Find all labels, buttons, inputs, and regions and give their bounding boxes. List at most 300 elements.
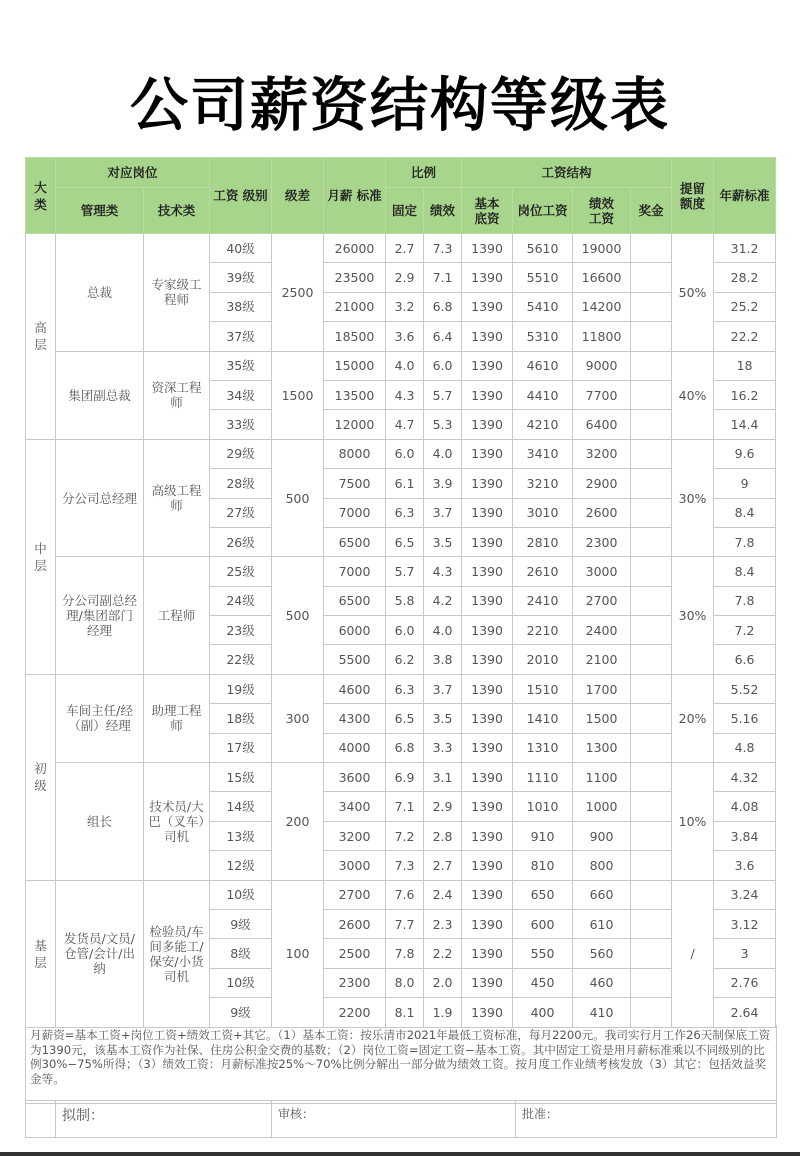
grade-diff-cell: 100 (272, 880, 324, 1027)
header-bonus: 奖金 (631, 188, 672, 234)
annual-cell: 4.08 (714, 792, 776, 821)
fixed-ratio-cell: 6.8 (386, 733, 424, 762)
grade-cell: 37级 (210, 322, 272, 351)
management-role: 分公司副总经理/集团部门经理 (56, 557, 144, 675)
grade-diff-cell: 500 (272, 557, 324, 675)
bonus-cell (631, 674, 672, 703)
perf-wage-cell: 1100 (573, 763, 631, 792)
perf-wage-cell: 14200 (573, 292, 631, 321)
fixed-ratio-cell: 6.1 (386, 469, 424, 498)
perf-wage-cell: 16600 (573, 263, 631, 292)
perf-ratio-cell: 3.7 (424, 674, 462, 703)
perf-ratio-cell: 3.9 (424, 469, 462, 498)
fixed-ratio-cell: 5.8 (386, 586, 424, 615)
perf-ratio-cell: 6.4 (424, 322, 462, 351)
perf-ratio-cell: 2.8 (424, 821, 462, 850)
bonus-cell (631, 234, 672, 263)
fixed-ratio-cell: 3.6 (386, 322, 424, 351)
annual-cell: 25.2 (714, 292, 776, 321)
fixed-ratio-cell: 6.0 (386, 439, 424, 468)
grade-cell: 14级 (210, 792, 272, 821)
perf-ratio-cell: 6.8 (424, 292, 462, 321)
table-row (26, 351, 776, 380)
perf-wage-cell: 610 (573, 909, 631, 938)
perf-ratio-cell: 4.3 (424, 557, 462, 586)
grade-cell: 24级 (210, 586, 272, 615)
monthly-cell: 3200 (324, 821, 386, 850)
annual-cell: 8.4 (714, 557, 776, 586)
bonus-cell (631, 792, 672, 821)
header-grade: 工资 级别 (210, 158, 272, 234)
bonus-cell (631, 410, 672, 439)
annual-cell: 4.32 (714, 763, 776, 792)
grade-diff-cell: 500 (272, 439, 324, 557)
grade-cell: 27级 (210, 498, 272, 527)
post-wage-cell: 1410 (513, 704, 573, 733)
draft-label: 拟制： (56, 1101, 272, 1137)
perf-ratio-cell: 3.1 (424, 763, 462, 792)
post-wage-cell: 3210 (513, 469, 573, 498)
grade-diff-cell: 1500 (272, 351, 324, 439)
monthly-cell: 12000 (324, 410, 386, 439)
bonus-cell (631, 939, 672, 968)
perf-wage-cell: 11800 (573, 322, 631, 351)
grade-cell: 29级 (210, 439, 272, 468)
monthly-cell: 3600 (324, 763, 386, 792)
grade-cell: 26级 (210, 527, 272, 556)
grade-cell: 18级 (210, 704, 272, 733)
monthly-cell: 7000 (324, 498, 386, 527)
base-wage-cell: 1390 (462, 234, 513, 263)
fixed-ratio-cell: 6.9 (386, 763, 424, 792)
annual-cell: 7.8 (714, 527, 776, 556)
monthly-cell: 21000 (324, 292, 386, 321)
bonus-cell (631, 998, 672, 1027)
bonus-cell (631, 292, 672, 321)
perf-wage-cell: 2100 (573, 645, 631, 674)
perf-wage-cell: 660 (573, 880, 631, 909)
header-grade-diff: 级差 (272, 158, 324, 234)
monthly-cell: 2200 (324, 998, 386, 1027)
technical-role: 检验员/车间多能工/保安/小货司机 (144, 880, 210, 1027)
monthly-cell: 8000 (324, 439, 386, 468)
header-ratio: 比例 (386, 158, 462, 188)
signature-row (25, 1100, 777, 1138)
perf-wage-cell: 410 (573, 998, 631, 1027)
annual-cell: 9.6 (714, 439, 776, 468)
annual-cell: 18 (714, 351, 776, 380)
grade-cell: 12级 (210, 851, 272, 880)
fixed-ratio-cell: 6.5 (386, 704, 424, 733)
base-wage-cell: 1390 (462, 557, 513, 586)
monthly-cell: 18500 (324, 322, 386, 351)
grade-cell: 15级 (210, 763, 272, 792)
fixed-ratio-cell: 3.2 (386, 292, 424, 321)
monthly-cell: 3000 (324, 851, 386, 880)
fixed-ratio-cell: 8.1 (386, 998, 424, 1027)
base-wage-cell: 1390 (462, 880, 513, 909)
fixed-ratio-cell: 2.7 (386, 234, 424, 263)
base-wage-cell: 1390 (462, 439, 513, 468)
perf-wage-cell: 1000 (573, 792, 631, 821)
monthly-cell: 2300 (324, 968, 386, 997)
annual-cell: 3 (714, 939, 776, 968)
perf-ratio-cell: 2.2 (424, 939, 462, 968)
perf-wage-cell: 7700 (573, 380, 631, 409)
post-wage-cell: 4210 (513, 410, 573, 439)
grade-cell: 23级 (210, 616, 272, 645)
base-wage-cell: 1390 (462, 586, 513, 615)
table-row (26, 763, 776, 792)
base-wage-cell: 1390 (462, 263, 513, 292)
annual-cell: 7.8 (714, 586, 776, 615)
reserve-cell: / (672, 880, 714, 1027)
base-wage-cell: 1390 (462, 674, 513, 703)
perf-ratio-cell: 2.9 (424, 792, 462, 821)
grade-diff-cell: 200 (272, 763, 324, 881)
monthly-cell: 5500 (324, 645, 386, 674)
perf-ratio-cell: 6.0 (424, 351, 462, 380)
fixed-ratio-cell: 4.0 (386, 351, 424, 380)
perf-ratio-cell: 1.9 (424, 998, 462, 1027)
bonus-cell (631, 322, 672, 351)
bonus-cell (631, 821, 672, 850)
management-role: 总裁 (56, 234, 144, 352)
fixed-ratio-cell: 7.1 (386, 792, 424, 821)
header-fixed: 固定 (386, 188, 424, 234)
perf-wage-cell: 1700 (573, 674, 631, 703)
grade-cell: 35级 (210, 351, 272, 380)
monthly-cell: 6000 (324, 616, 386, 645)
monthly-cell: 6500 (324, 527, 386, 556)
fixed-ratio-cell: 7.8 (386, 939, 424, 968)
post-wage-cell: 5610 (513, 234, 573, 263)
annual-cell: 7.2 (714, 616, 776, 645)
perf-wage-cell: 2300 (573, 527, 631, 556)
reserve-cell: 30% (672, 439, 714, 557)
post-wage-cell: 5310 (513, 322, 573, 351)
perf-ratio-cell: 3.3 (424, 733, 462, 762)
perf-ratio-cell: 3.5 (424, 704, 462, 733)
perf-wage-cell: 1300 (573, 733, 631, 762)
management-role: 车间主任/经（副）经理 (56, 674, 144, 762)
reserve-cell: 30% (672, 557, 714, 675)
bonus-cell (631, 733, 672, 762)
bonus-cell (631, 527, 672, 556)
grade-cell: 13级 (210, 821, 272, 850)
post-wage-cell: 810 (513, 851, 573, 880)
annual-cell: 3.12 (714, 909, 776, 938)
monthly-cell: 4600 (324, 674, 386, 703)
header-annual-std: 年薪标准 (714, 158, 776, 234)
perf-wage-cell: 560 (573, 939, 631, 968)
perf-wage-cell: 800 (573, 851, 631, 880)
header-category: 大类 (26, 158, 56, 234)
perf-wage-cell: 3200 (573, 439, 631, 468)
monthly-cell: 4000 (324, 733, 386, 762)
reserve-cell: 50% (672, 234, 714, 352)
grade-cell: 8级 (210, 939, 272, 968)
page-title: 公司薪资结构等级表 (129, 71, 670, 139)
header-monthly-std: 月薪 标准 (324, 158, 386, 234)
bonus-cell (631, 909, 672, 938)
table-row (26, 674, 776, 703)
perf-ratio-cell: 2.4 (424, 880, 462, 909)
technical-role: 技术员/大巴（叉车）司机 (144, 763, 210, 881)
monthly-cell: 23500 (324, 263, 386, 292)
post-wage-cell: 2810 (513, 527, 573, 556)
post-wage-cell: 1110 (513, 763, 573, 792)
perf-ratio-cell: 5.7 (424, 380, 462, 409)
bonus-cell (631, 439, 672, 468)
salary-table-body (26, 234, 776, 1028)
post-wage-cell: 3010 (513, 498, 573, 527)
base-wage-cell: 1390 (462, 821, 513, 850)
annual-cell: 8.4 (714, 498, 776, 527)
perf-ratio-cell: 4.0 (424, 616, 462, 645)
monthly-cell: 7500 (324, 469, 386, 498)
perf-ratio-cell: 2.7 (424, 851, 462, 880)
fixed-ratio-cell: 7.3 (386, 851, 424, 880)
perf-wage-cell: 3000 (573, 557, 631, 586)
perf-ratio-cell: 2.0 (424, 968, 462, 997)
grade-cell: 9级 (210, 998, 272, 1027)
perf-wage-cell: 900 (573, 821, 631, 850)
table-row (26, 439, 776, 468)
bonus-cell (631, 704, 672, 733)
fixed-ratio-cell: 4.7 (386, 410, 424, 439)
annual-cell: 3.6 (714, 851, 776, 880)
monthly-cell: 2700 (324, 880, 386, 909)
post-wage-cell: 400 (513, 998, 573, 1027)
perf-ratio-cell: 4.2 (424, 586, 462, 615)
perf-wage-cell: 9000 (573, 351, 631, 380)
management-role: 集团副总裁 (56, 351, 144, 439)
post-wage-cell: 1010 (513, 792, 573, 821)
annual-cell: 5.52 (714, 674, 776, 703)
signature-spacer (26, 1101, 56, 1137)
base-wage-cell: 1390 (462, 645, 513, 674)
management-role: 分公司总经理 (56, 439, 144, 557)
table-row (26, 557, 776, 586)
fixed-ratio-cell: 8.0 (386, 968, 424, 997)
fixed-ratio-cell: 6.3 (386, 674, 424, 703)
reserve-cell: 40% (672, 351, 714, 439)
annual-cell: 14.4 (714, 410, 776, 439)
grade-cell: 25级 (210, 557, 272, 586)
fixed-ratio-cell: 7.7 (386, 909, 424, 938)
annual-cell: 9 (714, 469, 776, 498)
post-wage-cell: 650 (513, 880, 573, 909)
category-cell: 中层 (26, 439, 56, 674)
fixed-ratio-cell: 6.5 (386, 527, 424, 556)
post-wage-cell: 1310 (513, 733, 573, 762)
annual-cell: 31.2 (714, 234, 776, 263)
base-wage-cell: 1390 (462, 292, 513, 321)
perf-ratio-cell: 4.0 (424, 439, 462, 468)
post-wage-cell: 600 (513, 909, 573, 938)
base-wage-cell: 1390 (462, 410, 513, 439)
management-role: 发货员/文员/仓管/会计/出纳 (56, 880, 144, 1027)
reserve-cell: 10% (672, 763, 714, 881)
header-position: 对应岗位 (56, 158, 210, 188)
post-wage-cell: 2410 (513, 586, 573, 615)
grade-cell: 22级 (210, 645, 272, 674)
perf-ratio-cell: 3.5 (424, 527, 462, 556)
grade-cell: 10级 (210, 968, 272, 997)
management-role: 组长 (56, 763, 144, 881)
grade-cell: 33级 (210, 410, 272, 439)
grade-cell: 9级 (210, 909, 272, 938)
bonus-cell (631, 351, 672, 380)
grade-cell: 40级 (210, 234, 272, 263)
bonus-cell (631, 645, 672, 674)
base-wage-cell: 1390 (462, 851, 513, 880)
bonus-cell (631, 557, 672, 586)
perf-ratio-cell: 7.3 (424, 234, 462, 263)
bottom-edge (0, 1152, 800, 1156)
perf-ratio-cell: 3.8 (424, 645, 462, 674)
monthly-cell: 26000 (324, 234, 386, 263)
base-wage-cell: 1390 (462, 469, 513, 498)
monthly-cell: 4300 (324, 704, 386, 733)
perf-wage-cell: 1500 (573, 704, 631, 733)
base-wage-cell: 1390 (462, 939, 513, 968)
header-structure: 工资结构 (462, 158, 672, 188)
bonus-cell (631, 498, 672, 527)
technical-role: 工程师 (144, 557, 210, 675)
perf-wage-cell: 2400 (573, 616, 631, 645)
header-reserve: 提留额度 (672, 158, 714, 234)
header-management: 管理类 (56, 188, 144, 234)
monthly-cell: 3400 (324, 792, 386, 821)
perf-ratio-cell: 3.7 (424, 498, 462, 527)
base-wage-cell: 1390 (462, 527, 513, 556)
fixed-ratio-cell: 7.6 (386, 880, 424, 909)
base-wage-cell: 1390 (462, 498, 513, 527)
category-cell: 高层 (26, 234, 56, 440)
reserve-cell: 20% (672, 674, 714, 762)
header-post-wage: 岗位工资 (513, 188, 573, 234)
perf-wage-cell: 460 (573, 968, 631, 997)
table-row (26, 880, 776, 909)
fixed-ratio-cell: 6.0 (386, 616, 424, 645)
annual-cell: 3.84 (714, 821, 776, 850)
monthly-cell: 2500 (324, 939, 386, 968)
post-wage-cell: 550 (513, 939, 573, 968)
annual-cell: 4.8 (714, 733, 776, 762)
perf-wage-cell: 2600 (573, 498, 631, 527)
annual-cell: 2.64 (714, 998, 776, 1027)
perf-wage-cell: 6400 (573, 410, 631, 439)
fixed-ratio-cell: 7.2 (386, 821, 424, 850)
perf-ratio-cell: 7.1 (424, 263, 462, 292)
grade-cell: 28级 (210, 469, 272, 498)
post-wage-cell: 4610 (513, 351, 573, 380)
review-label: 审核： (272, 1101, 516, 1137)
bonus-cell (631, 763, 672, 792)
monthly-cell: 2600 (324, 909, 386, 938)
monthly-cell: 15000 (324, 351, 386, 380)
annual-cell: 5.16 (714, 704, 776, 733)
base-wage-cell: 1390 (462, 351, 513, 380)
approve-label: 批准： (522, 1107, 559, 1121)
post-wage-cell: 4410 (513, 380, 573, 409)
base-wage-cell: 1390 (462, 792, 513, 821)
annual-cell: 22.2 (714, 322, 776, 351)
bonus-cell (631, 880, 672, 909)
monthly-cell: 13500 (324, 380, 386, 409)
base-wage-cell: 1390 (462, 909, 513, 938)
category-cell: 基层 (26, 880, 56, 1027)
perf-ratio-cell: 5.3 (424, 410, 462, 439)
post-wage-cell: 2610 (513, 557, 573, 586)
header-technical: 技术类 (144, 188, 210, 234)
base-wage-cell: 1390 (462, 763, 513, 792)
post-wage-cell: 450 (513, 968, 573, 997)
bonus-cell (631, 851, 672, 880)
post-wage-cell: 3410 (513, 439, 573, 468)
bonus-cell (631, 380, 672, 409)
base-wage-cell: 1390 (462, 380, 513, 409)
base-wage-cell: 1390 (462, 733, 513, 762)
footnote: 月薪资=基本工资+岗位工资+绩效工资+其它。（1）基本工资：按乐清市2021年最低工资标准，每月2200元。我司实行月工作26天制保底工资为1390元，该基本工资作为社保、住房公积金交费的基数；（2）岗位工资=固定工资−基本工资。其中固定工资是用月薪标准乘以不同级别的比例30%−75%所得；（3）绩效工资：月薪标准按25%～70%比例分解出一部分做为绩效工资。按月度工作业绩考核发放（3）其它：包括效益奖金等。 (25, 1025, 777, 1104)
base-wage-cell: 1390 (462, 322, 513, 351)
monthly-cell: 7000 (324, 557, 386, 586)
bonus-cell (631, 263, 672, 292)
fixed-ratio-cell: 6.3 (386, 498, 424, 527)
bonus-cell (631, 586, 672, 615)
technical-role: 资深工程师 (144, 351, 210, 439)
perf-wage-cell: 2700 (573, 586, 631, 615)
post-wage-cell: 2010 (513, 645, 573, 674)
post-wage-cell: 2210 (513, 616, 573, 645)
perf-ratio-cell: 2.3 (424, 909, 462, 938)
grade-cell: 10级 (210, 880, 272, 909)
post-wage-cell: 910 (513, 821, 573, 850)
fixed-ratio-cell: 5.7 (386, 557, 424, 586)
salary-table (25, 157, 776, 1028)
technical-role: 助理工程师 (144, 674, 210, 762)
bonus-cell (631, 968, 672, 997)
annual-cell: 28.2 (714, 263, 776, 292)
perf-wage-cell: 19000 (573, 234, 631, 263)
header-perf-wage: 绩效工资 (573, 188, 631, 234)
perf-wage-cell: 2900 (573, 469, 631, 498)
fixed-ratio-cell: 6.2 (386, 645, 424, 674)
post-wage-cell: 5410 (513, 292, 573, 321)
annual-cell: 3.24 (714, 880, 776, 909)
base-wage-cell: 1390 (462, 616, 513, 645)
fixed-ratio-cell: 4.3 (386, 380, 424, 409)
fixed-ratio-cell: 2.9 (386, 263, 424, 292)
annual-cell: 6.6 (714, 645, 776, 674)
grade-cell: 17级 (210, 733, 272, 762)
post-wage-cell: 5510 (513, 263, 573, 292)
category-cell: 初级 (26, 674, 56, 880)
technical-role: 高级工程师 (144, 439, 210, 557)
header-base: 基本底资 (462, 188, 513, 234)
base-wage-cell: 1390 (462, 704, 513, 733)
technical-role: 专家级工程师 (144, 234, 210, 352)
table-row (26, 234, 776, 263)
base-wage-cell: 1390 (462, 968, 513, 997)
grade-cell: 34级 (210, 380, 272, 409)
grade-cell: 19级 (210, 674, 272, 703)
post-wage-cell: 1510 (513, 674, 573, 703)
annual-cell: 2.76 (714, 968, 776, 997)
bonus-cell (631, 616, 672, 645)
